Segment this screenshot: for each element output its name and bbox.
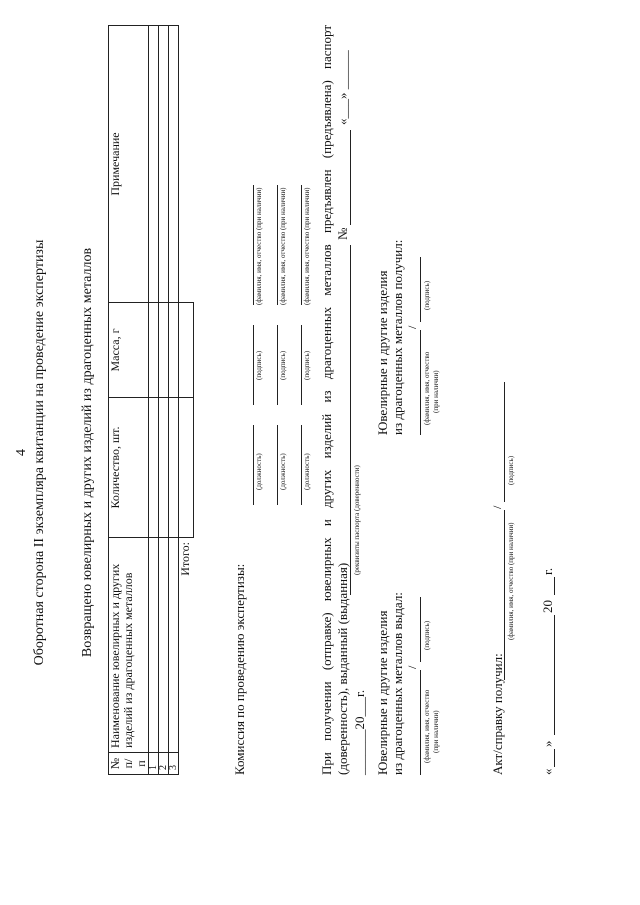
header-name: Наименование ювелирных и других изделий из драгоценных металлов [109,538,149,753]
act-caption-fio: (фамилия, имя, отчество (при наличии) [507,522,515,640]
bottom-date-open: « [540,768,555,775]
table-row [149,26,159,775]
row-number: 3 [169,753,179,775]
items-table [108,25,194,775]
received-caption-fio: (фамилия, имя, отчество [423,351,431,425]
passport-number-label: № [335,227,350,240]
table-header-row [109,26,149,775]
caption-position: (должность) [279,453,287,490]
received-caption-sign: (подпись) [423,280,431,310]
commission-label: Комиссия по проведению экспертизы: [232,563,247,775]
received-slash: / [405,325,419,329]
act-caption-sign: (подпись) [507,455,515,485]
act-slash: / [490,505,504,509]
header-note: Примечание [109,26,149,303]
page-heading: Оборотная сторона II экземпляра квитанции на проведение экспертизы [32,239,47,666]
caption-signature: (подпись) [279,350,287,380]
bottom-date-suffix: г. [540,567,555,575]
table-row [169,26,179,775]
caption-position: (должность) [303,453,311,490]
table-row [159,26,169,775]
issued-slash: / [405,665,419,669]
caption-signature: (подпись) [303,350,311,380]
bottom-date-close: » [540,740,555,747]
received-caption-fio-2: (при наличии) [432,370,440,413]
issued-caption-sign: (подпись) [423,620,431,650]
caption-fio: (фамилия, имя, отчество (при наличии) [279,187,287,305]
issued-caption-fio: (фамилия, имя, отчество [423,689,431,763]
passport-caption: (реквизиты паспорта (доверенности) [353,465,361,575]
receipt-date-year: _______20___г. [352,689,367,775]
total-row [179,26,194,775]
section-title: Возвращено ювелирных и других изделий из драгоценных металлов [80,247,95,658]
caption-fio: (фамилия, имя, отчество (при наличии) [255,187,263,305]
caption-signature: (подпись) [255,350,263,380]
total-label: Итого: [178,542,192,576]
act-label: Акт/справку получил: [490,653,505,775]
receipt-paragraph-line2: (доверенность), выданный (выданная) [335,562,350,775]
header-num: № п/п [109,753,149,775]
received-label-2: из драгоценных металлов получил: [390,239,405,435]
received-label-1: Ювелирные и другие изделия [375,270,390,435]
caption-position: (должность) [255,453,263,490]
issued-caption-fio-2: (при наличии) [432,710,440,753]
row-number: 2 [159,753,169,775]
issued-label-1: Ювелирные и другие изделия [375,610,390,775]
row-number: 1 [149,753,159,775]
receipt-paragraph-line1: При получении (отправке) ювелирных и других изделий из драгоценных металлов предъявлен (предъявлена) паспорт [319,25,334,775]
receipt-date-day: «___» ______ [335,50,350,125]
header-qty: Количество, шт. [109,398,149,538]
page-number: 4 [14,449,29,456]
caption-fio: (фамилия, имя, отчество (при наличии) [303,187,311,305]
issued-label-2: из драгоценных металлов выдал: [390,592,405,775]
bottom-date-year: 20 [540,600,555,613]
header-mass: Масса, г [109,303,149,398]
